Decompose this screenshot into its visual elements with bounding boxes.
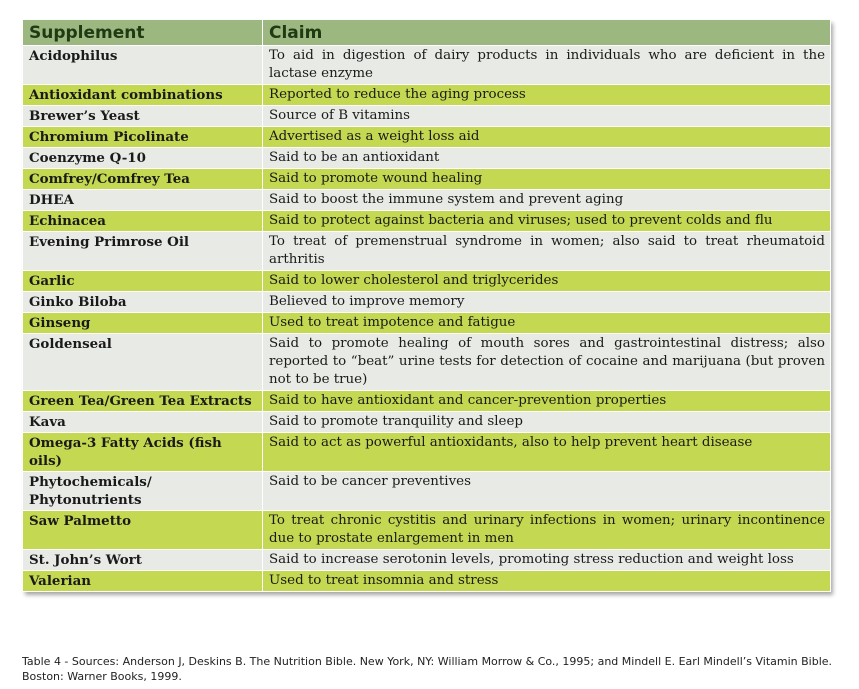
claim-cell: Said to boost the immune system and prevent aging	[263, 190, 831, 211]
supplement-table	[22, 20, 830, 592]
claim-cell: Used to treat impotence and fatigue	[263, 313, 831, 334]
table-row	[23, 46, 831, 85]
supplement-cell: Comfrey/Comfrey Tea	[23, 169, 263, 190]
table-header-row	[23, 20, 831, 46]
supplement-cell: Valerian	[23, 571, 263, 592]
table-caption: Table 4 - Sources: Anderson J, Deskins B. The Nutrition Bible. New York, NY: William Morrow & Co., 1995; and Mindell E. Earl Mindell’s Vitamin Bible. Boston: Warner Books, 1999.	[22, 655, 833, 683]
supplement-cell: Brewer’s Yeast	[23, 106, 263, 127]
supplement-cell: Evening Primrose Oil	[23, 232, 263, 271]
claim-cell: Said to promote healing of mouth sores and gastrointestinal distress; also reported to “beat” urine tests for detection of cocaine and marijuana (but proven not to be true)	[263, 334, 831, 391]
supplement-cell: DHEA	[23, 190, 263, 211]
table-row	[23, 127, 831, 148]
claim-cell: Said to promote tranquility and sleep	[263, 412, 831, 433]
supplement-cell: Phytochemicals/ Phytonutrients	[23, 472, 263, 511]
claim-cell: Said to be cancer preventives	[263, 472, 831, 511]
supplement-cell: Garlic	[23, 271, 263, 292]
table-row	[23, 85, 831, 106]
table-row	[23, 232, 831, 271]
column-header-supplement: Supplement	[23, 20, 263, 46]
table-row	[23, 106, 831, 127]
table-row	[23, 433, 831, 472]
supplement-cell: Acidophilus	[23, 46, 263, 85]
table-row	[23, 211, 831, 232]
table-row	[23, 169, 831, 190]
claim-cell: Believed to improve memory	[263, 292, 831, 313]
claim-cell: To aid in digestion of dairy products in individuals who are deficient in the lactase enzyme	[263, 46, 831, 85]
claim-cell: Advertised as a weight loss aid	[263, 127, 831, 148]
claim-cell: Said to lower cholesterol and triglycerides	[263, 271, 831, 292]
table-row	[23, 271, 831, 292]
claim-cell: To treat chronic cystitis and urinary infections in women; urinary incontinence due to prostate enlargement in men	[263, 511, 831, 550]
claim-cell: Reported to reduce the aging process	[263, 85, 831, 106]
table-row	[23, 412, 831, 433]
supplement-cell: Echinacea	[23, 211, 263, 232]
supplement-cell: Ginseng	[23, 313, 263, 334]
claim-cell: Said to be an antioxidant	[263, 148, 831, 169]
supplement-cell: St. John’s Wort	[23, 550, 263, 571]
supplement-cell: Chromium Picolinate	[23, 127, 263, 148]
supplement-cell: Kava	[23, 412, 263, 433]
table-row	[23, 292, 831, 313]
table-row	[23, 472, 831, 511]
claim-cell: Said to promote wound healing	[263, 169, 831, 190]
table-row	[23, 334, 831, 391]
supplement-cell: Coenzyme Q-10	[23, 148, 263, 169]
table-row	[23, 148, 831, 169]
supplement-cell: Goldenseal	[23, 334, 263, 391]
claim-cell: Said to increase serotonin levels, promoting stress reduction and weight loss	[263, 550, 831, 571]
table-row	[23, 313, 831, 334]
supplement-cell: Saw Palmetto	[23, 511, 263, 550]
claim-cell: Said to have antioxidant and cancer-prevention properties	[263, 391, 831, 412]
table-row	[23, 190, 831, 211]
claim-cell: Used to treat insomnia and stress	[263, 571, 831, 592]
table-row	[23, 571, 831, 592]
claim-cell: To treat of premenstrual syndrome in women; also said to treat rheumatoid arthritis	[263, 232, 831, 271]
supplement-cell: Ginko Biloba	[23, 292, 263, 313]
claim-cell: Source of B vitamins	[263, 106, 831, 127]
supplement-cell: Green Tea/Green Tea Extracts	[23, 391, 263, 412]
table-row	[23, 391, 831, 412]
supplement-cell: Antioxidant combinations	[23, 85, 263, 106]
column-header-claim: Claim	[263, 20, 831, 46]
claim-cell: Said to protect against bacteria and viruses; used to prevent colds and flu	[263, 211, 831, 232]
supplement-cell: Omega-3 Fatty Acids (fish oils)	[23, 433, 263, 472]
table-row	[23, 550, 831, 571]
table-row	[23, 511, 831, 550]
claim-cell: Said to act as powerful antioxidants, also to help prevent heart disease	[263, 433, 831, 472]
